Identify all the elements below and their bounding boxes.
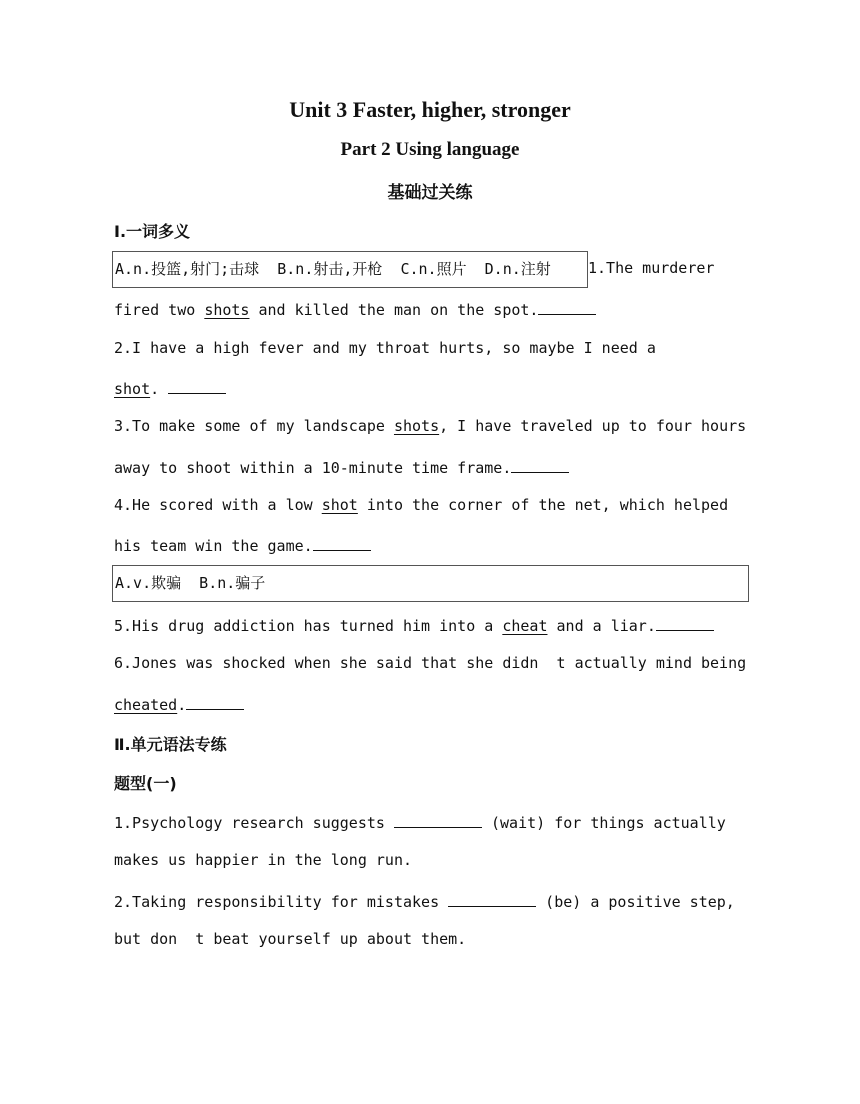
q4-answer-blank[interactable] <box>313 534 371 551</box>
q2-line-2 <box>114 377 226 399</box>
q3-line-1 <box>114 416 746 436</box>
q6-target-word: cheated <box>114 696 178 714</box>
section-2-heading: Ⅱ.单元语法专练 <box>114 735 227 754</box>
q1-text-post: and killed the man on the spot. <box>249 301 539 319</box>
q4-target-word: shot <box>321 496 358 514</box>
q1-line-1: 1.The murderer <box>588 259 715 277</box>
grammar-q2-text-post: (be) a positive step, <box>536 893 735 911</box>
unit-title: Unit 3 Faster, higher, stronger <box>289 97 571 122</box>
q5-text-pre: 5.His drug addiction has turned him into a <box>114 617 503 635</box>
q5-target-word: cheat <box>502 617 548 635</box>
part-title: Part 2 Using language <box>340 139 520 160</box>
q3-text-pre: 3.To make some of my landscape <box>114 417 394 435</box>
grammar-q1-line-1 <box>114 811 726 833</box>
q2-target-word: shot <box>114 380 151 398</box>
grammar-q2-line-2: but don t beat yourself up about them. <box>114 930 467 948</box>
meaning-options-box-cheat: A.v.欺骗 B.n.骗子 <box>112 565 749 602</box>
q6-line-1: 6.Jones was shocked when she said that she didn t actually mind being <box>114 654 747 672</box>
q1-text-pre: fired two <box>114 301 205 319</box>
q5-text-post: and a liar. <box>547 617 656 635</box>
section-1-heading: Ⅰ.一词多义 <box>114 222 191 241</box>
meaning-options-box-shot: A.n.投篮,射门;击球 B.n.射击,开枪 C.n.照片 D.n.注射 <box>112 251 588 288</box>
practice-title: 基础过关练 <box>387 183 473 203</box>
q4-text-pre: 4.He scored with a low <box>114 496 322 514</box>
q5-line <box>114 614 714 636</box>
q1-answer-blank[interactable] <box>538 298 596 315</box>
question-type-label: 题型(一) <box>114 774 177 793</box>
q1-line-2 <box>114 298 596 320</box>
q4-line-2 <box>114 534 371 556</box>
grammar-q1-text-post: (wait) for things actually <box>481 814 726 832</box>
q4-text-cont: his team win the game. <box>114 537 313 555</box>
grammar-q2-line-1 <box>114 890 735 912</box>
q1-target-word: shots <box>204 301 250 319</box>
q2-answer-blank[interactable] <box>168 377 226 394</box>
grammar-q1-line-2: makes us happier in the long run. <box>114 851 413 869</box>
q3-target-word: shots <box>393 417 440 435</box>
q5-answer-blank[interactable] <box>656 614 714 631</box>
q2-text-post: . <box>150 380 169 398</box>
q3-text-cont: away to shoot within a 10-minute time frame. <box>114 459 512 477</box>
q3-text-post: , I have traveled up to four hours <box>439 417 747 435</box>
q6-line-2 <box>114 693 244 715</box>
q4-text-post: into the corner of the net, which helped <box>357 496 729 514</box>
q4-line-1 <box>114 495 728 515</box>
grammar-q2-answer-blank[interactable] <box>448 890 536 907</box>
grammar-q2-text-pre: 2.Taking responsibility for mistakes <box>114 893 449 911</box>
grammar-q1-answer-blank[interactable] <box>394 811 482 828</box>
q3-line-2 <box>114 456 569 478</box>
q6-answer-blank[interactable] <box>186 693 244 710</box>
q3-answer-blank[interactable] <box>511 456 569 473</box>
q2-line-1: 2.I have a high fever and my throat hurts, so maybe I need a <box>114 339 656 357</box>
q6-text-post: . <box>177 696 187 714</box>
grammar-q1-text-pre: 1.Psychology research suggests <box>114 814 394 832</box>
